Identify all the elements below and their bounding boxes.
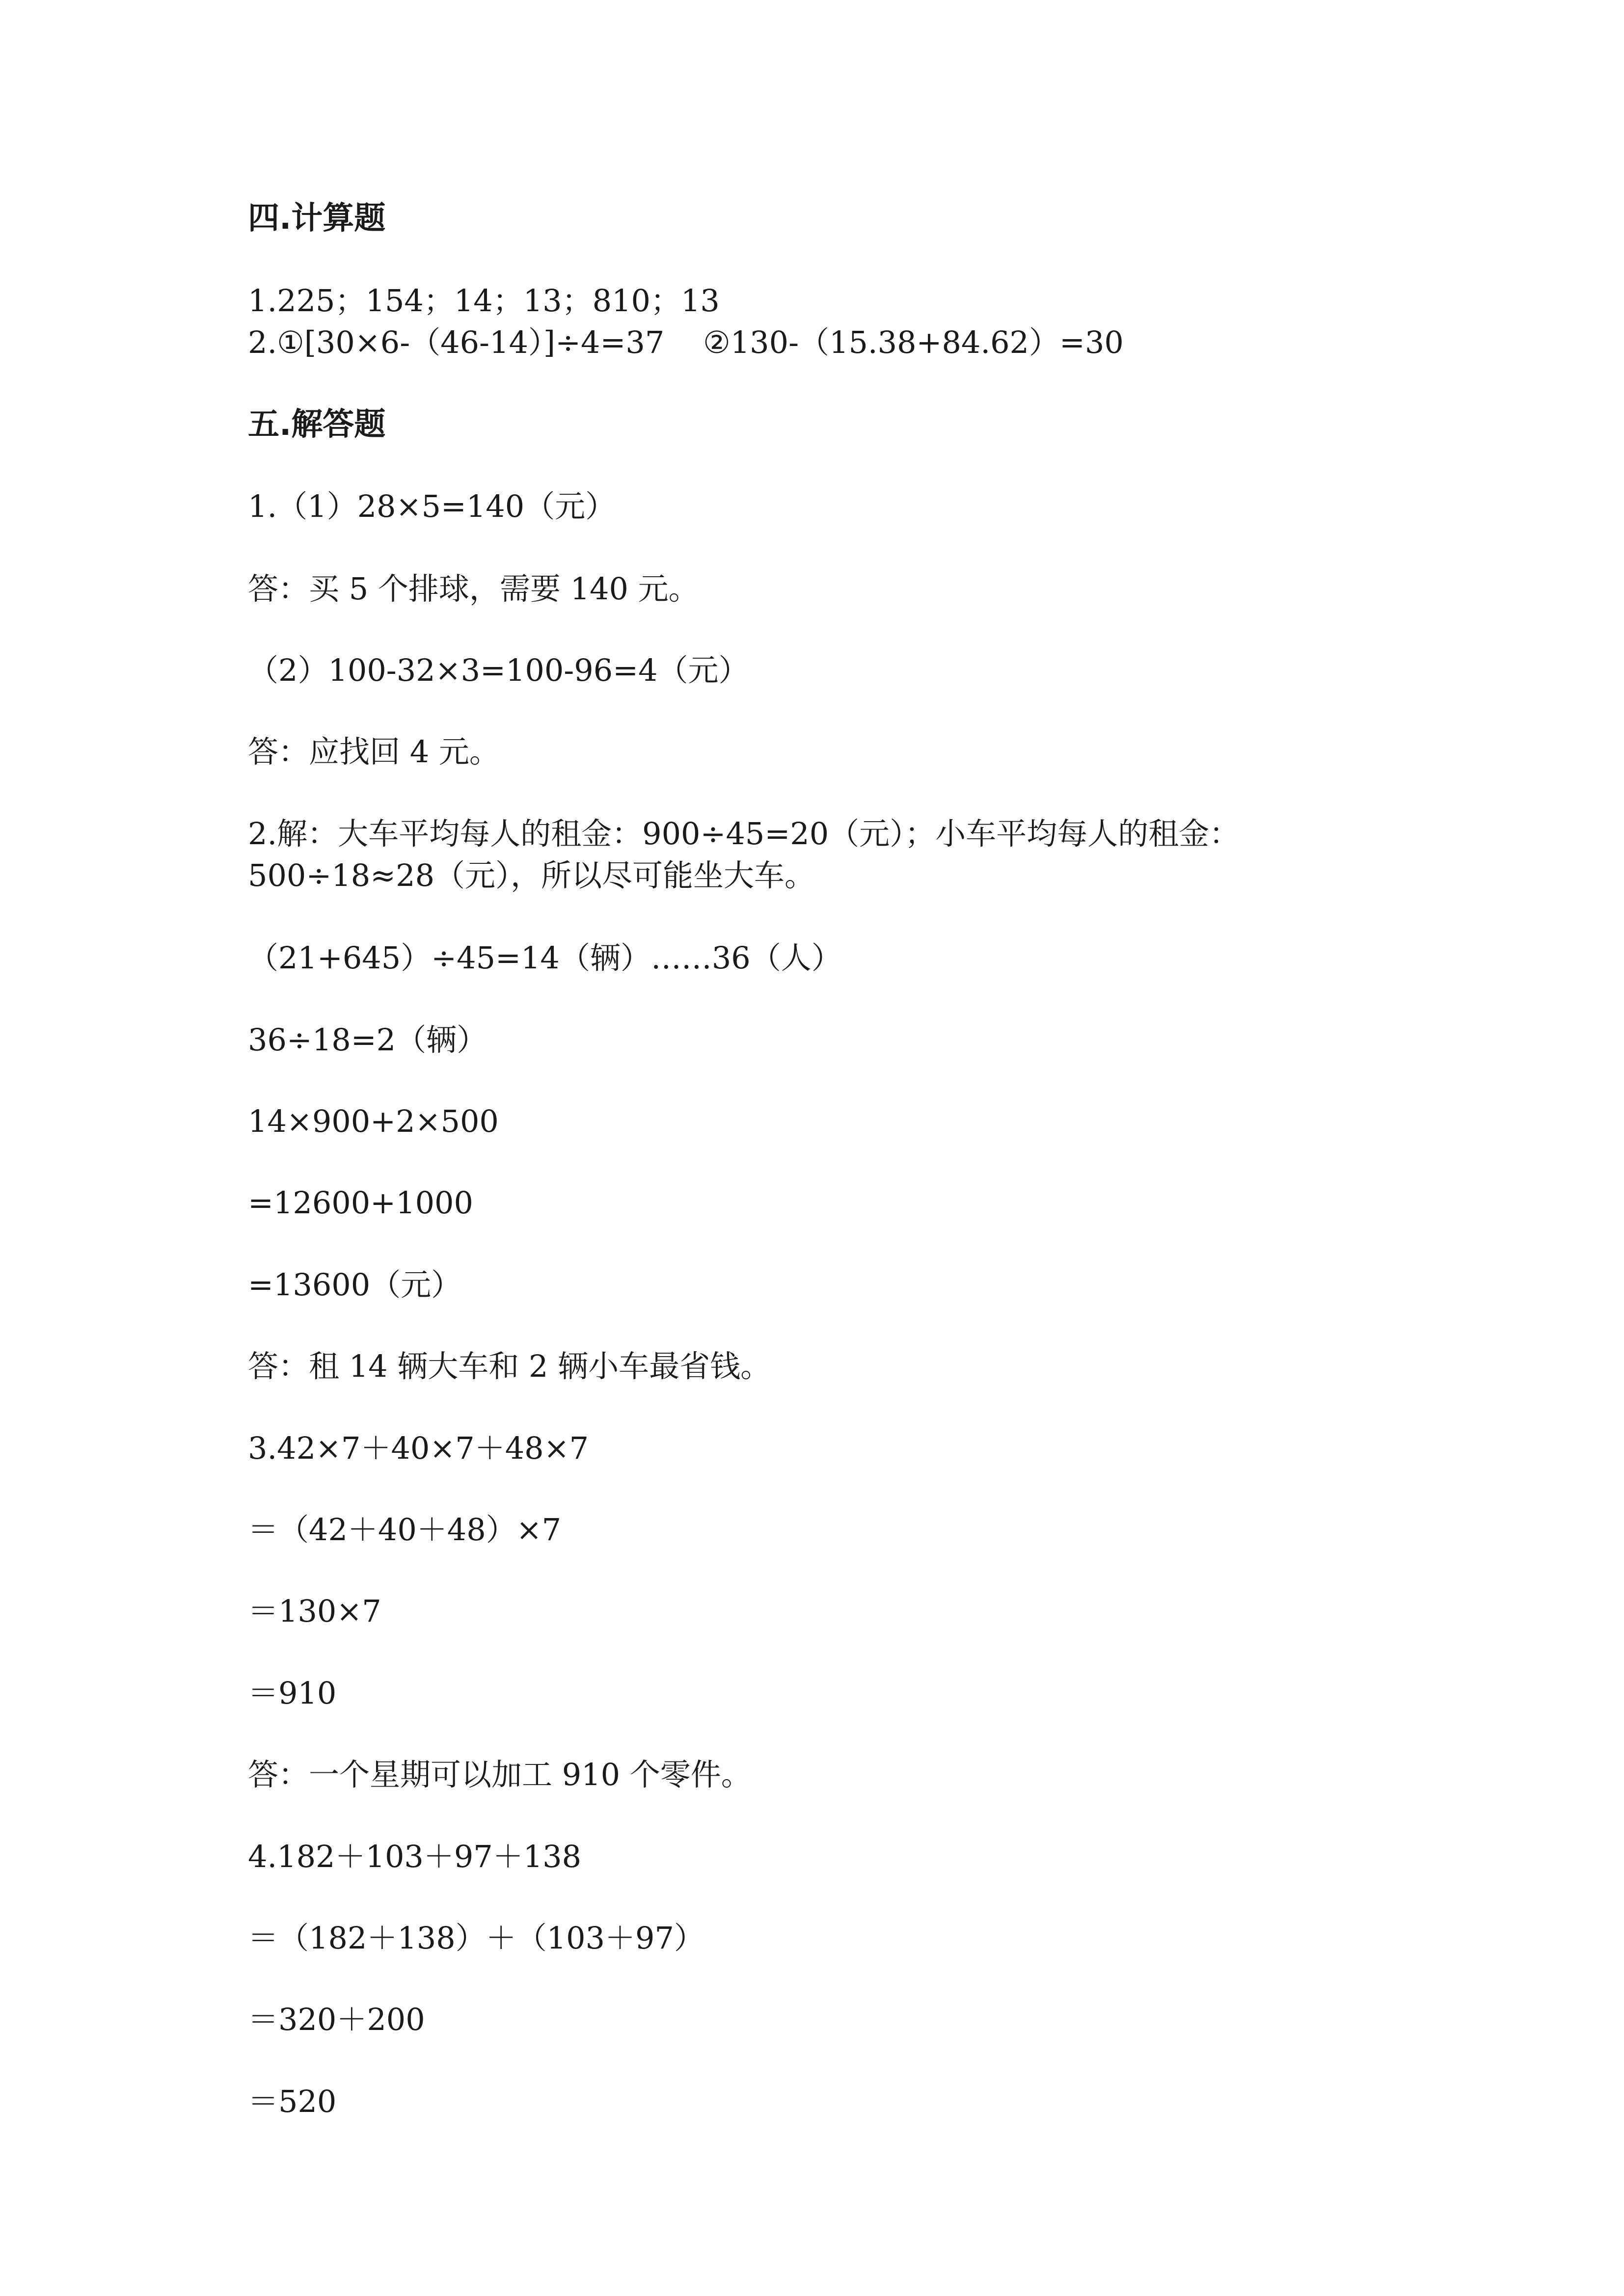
- answer-line: ＝320＋200: [248, 2002, 425, 2037]
- answer-line: 36÷18=2（辆）: [248, 1022, 487, 1058]
- answer-line: ＝520: [248, 2083, 337, 2119]
- answer-line: =12600+1000: [248, 1185, 473, 1221]
- answer-line: 2.解：大车平均每人的租金：900÷45=20（元）；小车平均每人的租金：: [248, 816, 1240, 852]
- answer-line: 14×900+2×500: [248, 1103, 499, 1139]
- answer-line: 答：买 5 个排球，需要 140 元。: [248, 571, 699, 607]
- answer-line: ＝130×7: [248, 1593, 381, 1629]
- calc-answer-2: 2.①[30×6-（46-14）]÷4=37 ②130-（15.38+84.62）=30: [248, 324, 1124, 360]
- answer-line: （2）100-32×3=100-96=4（元）: [248, 652, 749, 688]
- answer-line: ＝（42＋40＋48）×7: [248, 1512, 562, 1548]
- answer-line: （21+645）÷45=14（辆）……36（人）: [248, 940, 842, 976]
- answer-line: 答：一个星期可以加工 910 个零件。: [248, 1757, 752, 1792]
- answer-line: 4.182＋103＋97＋138: [248, 1839, 582, 1874]
- answer-line: 3.42×7＋40×7＋48×7: [248, 1430, 589, 1466]
- section-heading-calculation: 四.计算题: [248, 200, 386, 237]
- answer-line: ＝910: [248, 1675, 337, 1711]
- answer-line: ＝（182＋138）＋（103＋97）: [248, 1920, 704, 1956]
- answer-line: =13600（元）: [248, 1267, 462, 1303]
- answer-line: 1.（1）28×5=140（元）: [248, 488, 616, 524]
- answer-line: 答：应找回 4 元。: [248, 734, 500, 770]
- answer-line: 答：租 14 辆大车和 2 辆小车最省钱。: [248, 1348, 771, 1384]
- calc-answer-1: 1.225；154；14；13；810；13: [248, 283, 720, 319]
- answer-line: 500÷18≈28（元），所以尽可能坐大车。: [248, 857, 815, 893]
- section-heading-word-problems: 五.解答题: [248, 406, 386, 443]
